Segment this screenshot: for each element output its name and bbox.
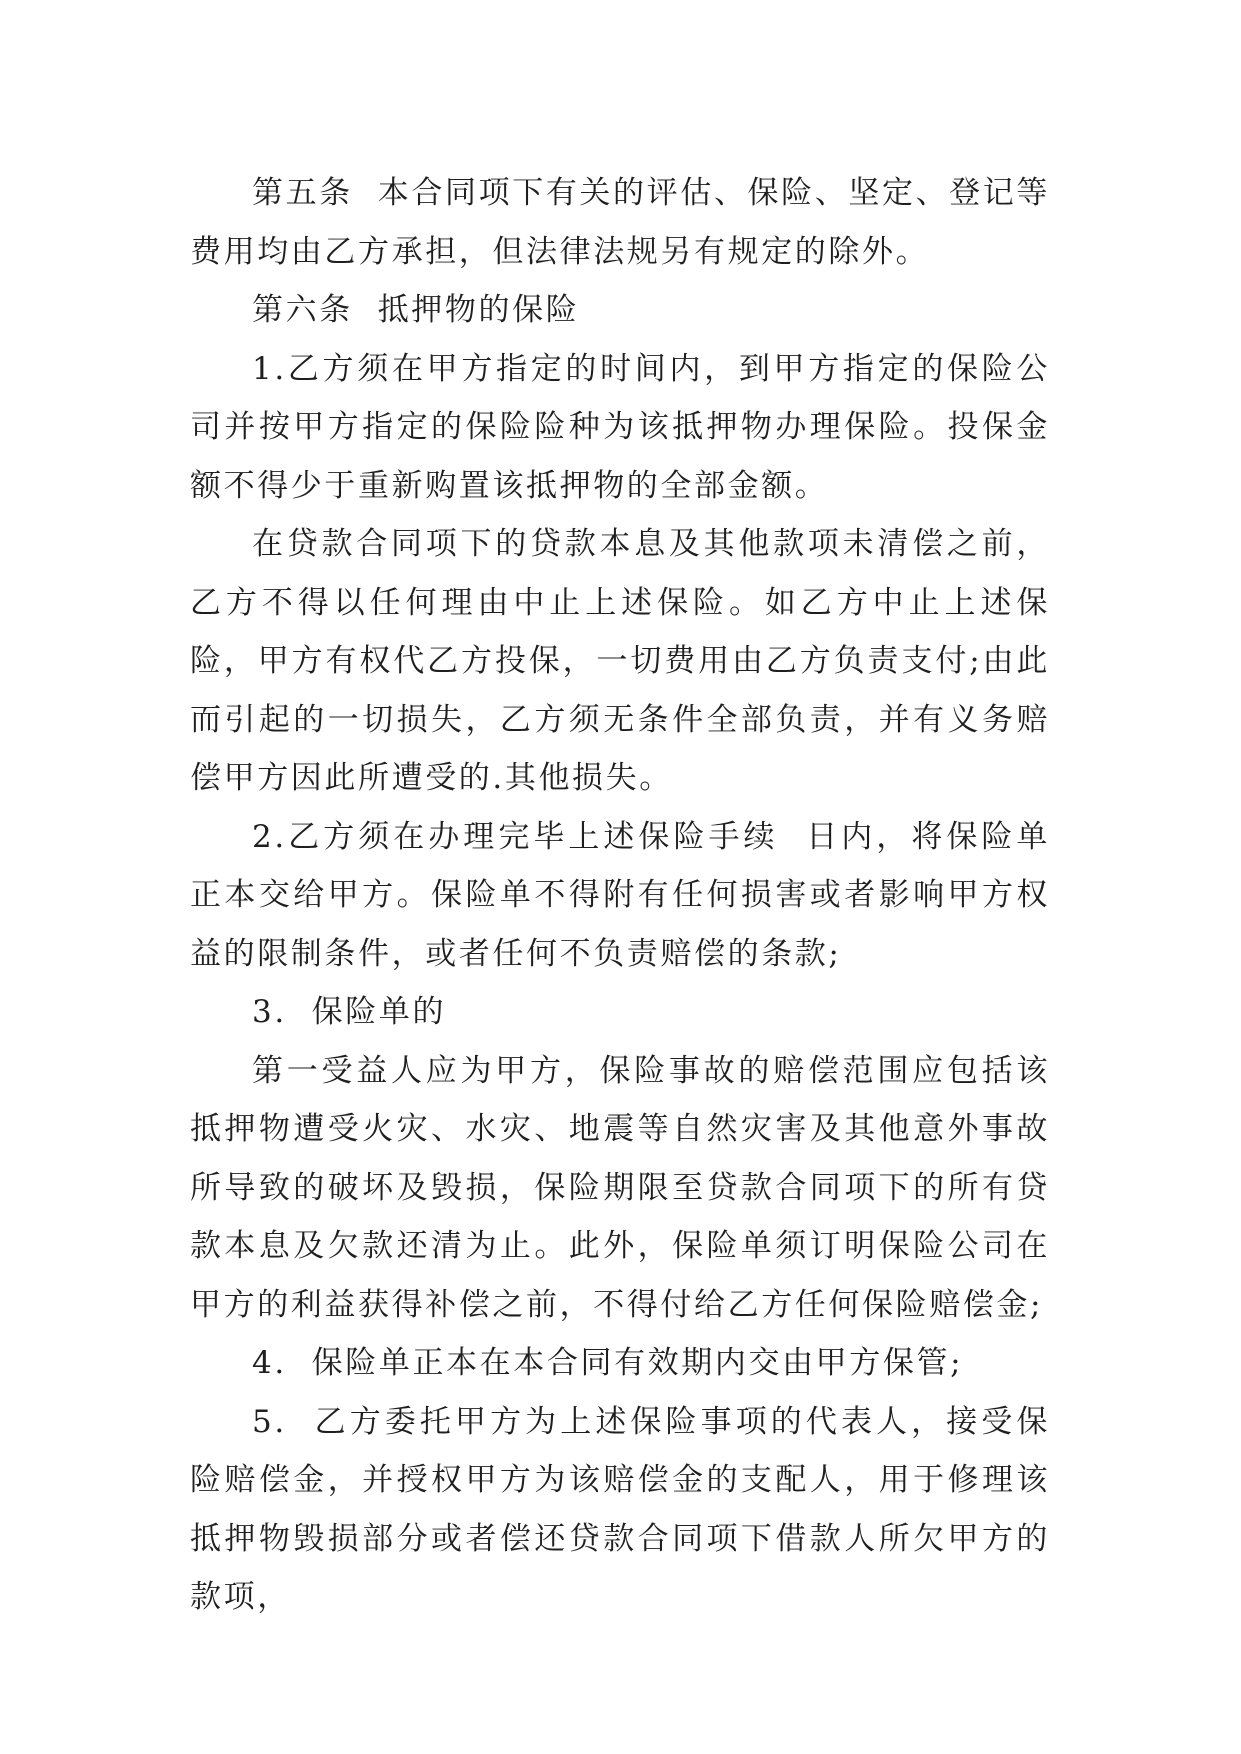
clause-6-item-5-paragraph: 5. 乙方委托甲方为上述保险事项的代表人，接受保险赔偿金，并授权甲方为该赔偿金的支配人，用于修理该抵押物毁损部分或者偿还贷款合同项下借款人所欠甲方的款项，	[190, 1403, 1050, 1615]
clause-6-item-3-paragraph: 第一受益人应为甲方，保险事故的赔偿范围应包括该抵押物遭受火灾、水灾、地震等自然灾害及其他意外事故所导致的破坏及毁损，保险期限至贷款合同项下的所有贷款本息及欠款还清为止。此外，保险单须订明保险公司在甲方的利益获得补偿之前，不得付给乙方任何保险赔偿金;	[190, 1052, 1050, 1323]
clause-6-item-1-paragraph: 1.乙方须在甲方指定的时间内，到甲方指定的保险公司并按甲方指定的保险险种为该抵押物办理保险。投保金额不得少于重新购置该抵押物的全部金额。	[190, 350, 1050, 504]
clause-6-item-2-paragraph: 2.乙方须在办理完毕上述保险手续 日内，将保险单正本交给甲方。保险单不得附有任何损害或者影响甲方权益的限制条件，或者任何不负责赔偿的条款;	[190, 818, 1050, 972]
clause-5-paragraph: 第五条 本合同项下有关的评估、保险、坚定、登记等费用均由乙方承担，但法律法规另有规定的除外。	[190, 175, 1050, 270]
clause-6-item-4-paragraph: 4. 保险单正本在本合同有效期内交由甲方保管;	[252, 1345, 964, 1381]
clause-6-heading: 第六条 抵押物的保险	[252, 292, 580, 328]
clause-6-item-3-heading: 3. 保险单的	[252, 994, 447, 1030]
document-page	[190, 164, 1050, 1627]
clause-6-item-1-continuation: 在贷款合同项下的贷款本息及其他款项未清偿之前，乙方不得以任何理由中止上述保险。如乙方中止上述保险，甲方有权代乙方投保，一切费用由乙方负责支付;由此而引起的一切损失，乙方须无条件全部负责，并有义务赔偿甲方因此所遭受的.其他损失。	[190, 526, 1050, 796]
